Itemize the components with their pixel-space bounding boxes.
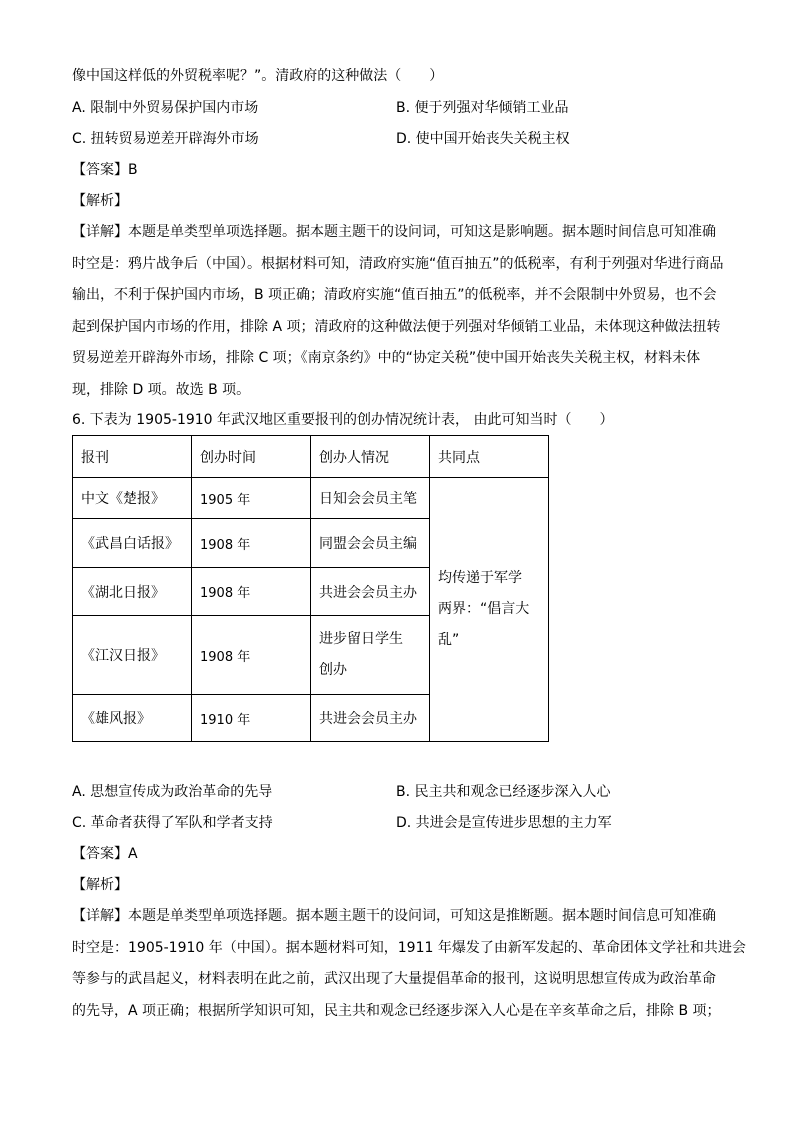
table-cell: 中文《楚报》 [73, 478, 192, 519]
table-cell: 共进会会员主办 [311, 695, 430, 742]
q5-option-c: C. 扭转贸易逆差开辟海外市场 [72, 131, 259, 147]
table-cell: 1905 年 [192, 478, 311, 519]
q5-option-b: B. 便于列强对华倾销工业品 [396, 100, 569, 116]
q5-detail-line: 起到保护国内市场的作用，排除 A 项；清政府的这种做法便于列强对华倾销工业品，未体现这种做法扭转 [72, 318, 721, 335]
table-header-cell: 创办时间 [192, 436, 311, 478]
table-cell: 1908 年 [192, 616, 311, 695]
table-common-cell [430, 478, 549, 742]
q5-detail-line: 现，排除 D 项。故选 B 项。 [72, 381, 251, 398]
q5-detail-line: 【详解】本题是单类型单项选择题。据本题主题干的设问词，可知这是影响题。据本题时间信息可知准确 [72, 224, 716, 240]
table-cell: 《武昌白话报》 [73, 519, 192, 568]
q6-option-b: B. 民主共和观念已经逐步深入人心 [396, 784, 611, 800]
common-point-text: 均传递于军学两界：“倡言大乱” [438, 570, 530, 648]
table-cell: 1908 年 [192, 568, 311, 616]
q6-analysis-label: 【解析】 [72, 877, 128, 893]
question-6-stem: 6. 下表为 1905-1910 年武汉地区重要报刊的创办情况统计表， 由此可知当时（ ） [72, 412, 614, 428]
q5-detail-line: 贸易逆差开辟海外市场，排除 C 项；《南京条约》中的“协定关税”使中国开始丧失关税主权，材料未体 [72, 350, 701, 366]
q6-option-c: C. 革命者获得了军队和学者支持 [72, 815, 273, 831]
q5-detail-explanation [72, 217, 722, 406]
q5-option-a: A. 限制中外贸易保护国内市场 [72, 100, 259, 116]
table-cell: 1910 年 [192, 695, 311, 742]
table-cell: 同盟会会员主编 [311, 519, 430, 568]
table-cell: 共进会会员主办 [311, 568, 430, 616]
newspaper-stats-table [72, 435, 549, 742]
q6-option-a: A. 思想宣传成为政治革命的先导 [72, 784, 273, 800]
table-header-cell: 报刊 [73, 436, 192, 478]
table-cell-text: 进步留日学生创办 [319, 631, 403, 678]
table-cell: 1908 年 [192, 519, 311, 568]
question-5-stem-tail: 像中国这样低的外贸税率呢？”。清政府的这种做法（ ） [72, 68, 444, 84]
table-header-cell: 共同点 [430, 436, 549, 478]
q6-detail-line: 的先导，A 项正确；根据所学知识可知，民主共和观念已经逐步深入人心是在辛亥革命之后，排除 B 项； [72, 1002, 721, 1019]
q6-answer: 【答案】A [72, 846, 138, 862]
q5-analysis-label: 【解析】 [72, 193, 128, 209]
q6-detail-line: 等参与的武昌起义，材料表明在此之前，武汉出现了大量提倡革命的报刊，这说明思想宣传成为政治革命 [72, 971, 716, 987]
table-row [73, 478, 549, 519]
table-cell: 日知会会员主笔 [311, 478, 430, 519]
q5-detail-line: 时空是：鸦片战争后（中国）。根据材料可知，清政府实施“值百抽五”的低税率，有利于列强对华进行商品 [72, 255, 724, 272]
q6-detail-line: 时空是：1905-1910 年（中国）。据本题材料可知，1911 年爆发了由新军发起的、革命团体文学社和共进会 [72, 939, 746, 956]
table-cell: 《雄风报》 [73, 695, 192, 742]
table-header-row [73, 436, 549, 478]
table-cell: 《湖北日报》 [73, 568, 192, 616]
q6-option-d: D. 共进会是宣传进步思想的主力军 [396, 815, 612, 831]
q6-detail-line: 【详解】本题是单类型单项选择题。据本题主题干的设问词，可知这是推断题。据本题时间信息可知准确 [72, 908, 716, 924]
q6-detail-explanation [72, 901, 746, 1027]
q5-detail-line: 输出，不利于保护国内市场，B 项正确；清政府实施“值百抽五”的低税率，并不会限制中外贸易，也不会 [72, 287, 717, 303]
table-cell [311, 616, 430, 695]
table-header-cell: 创办人情况 [311, 436, 430, 478]
q5-answer: 【答案】B [72, 162, 138, 178]
q5-option-d: D. 使中国开始丧失关税主权 [396, 131, 570, 147]
table-cell: 《江汉日报》 [73, 616, 192, 695]
